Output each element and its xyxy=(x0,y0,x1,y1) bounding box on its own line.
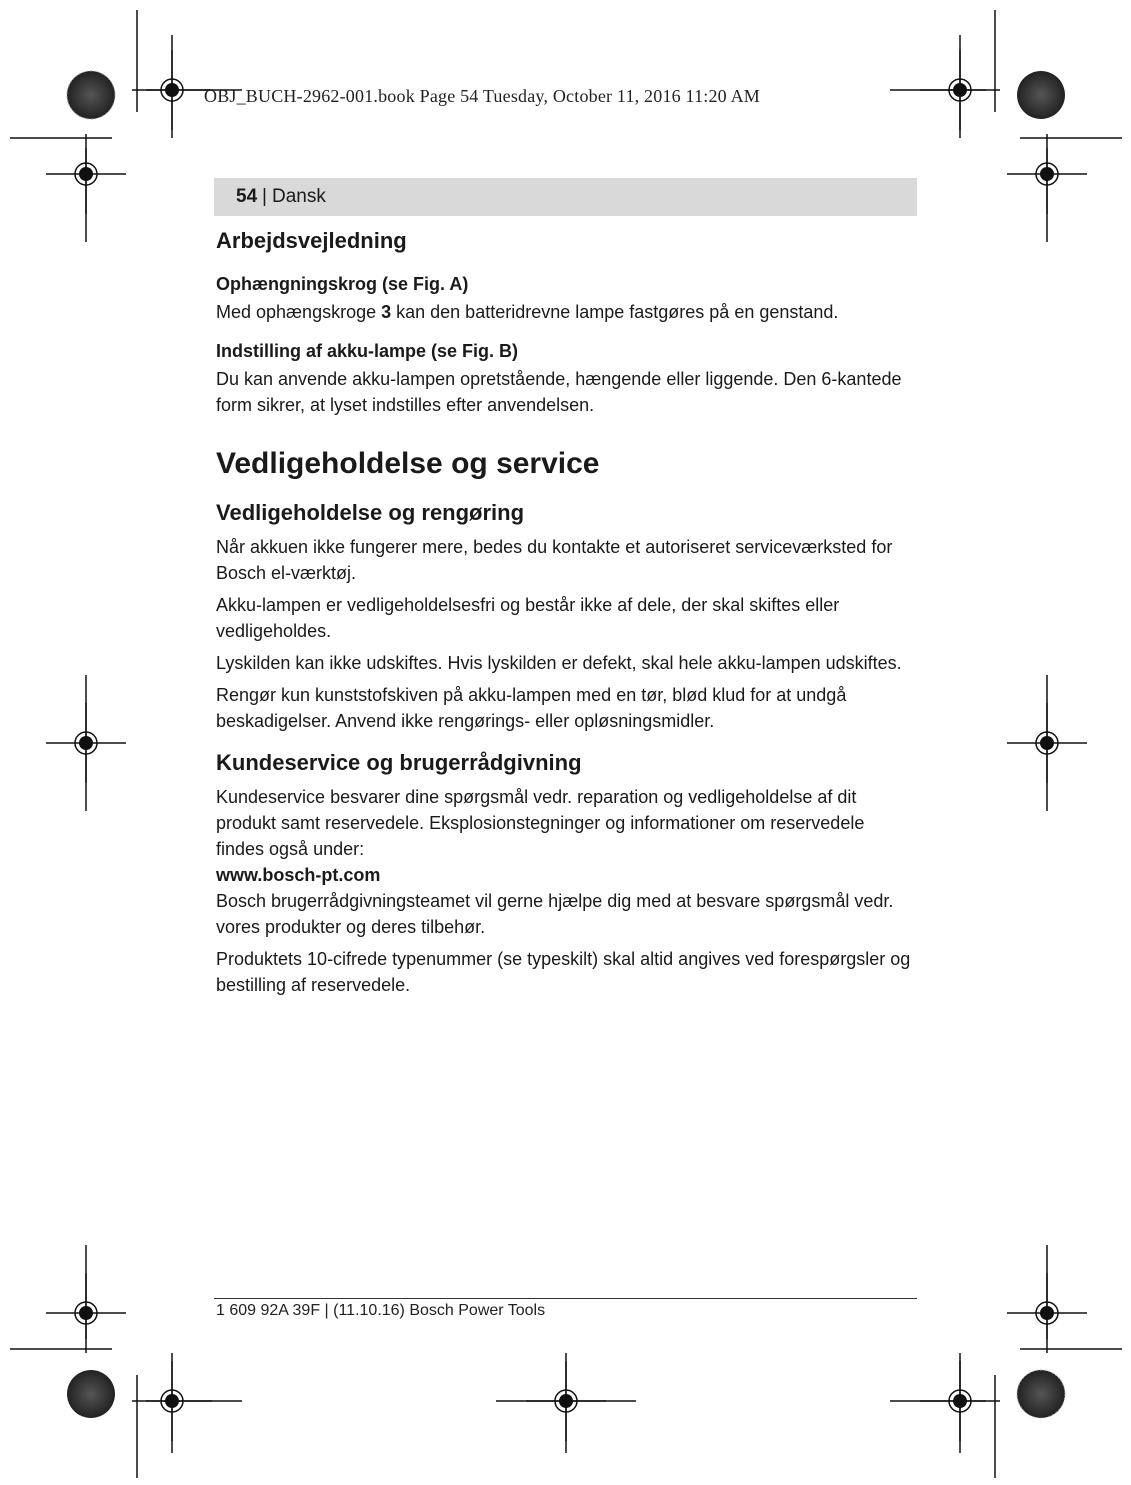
section-title-customer-service: Kundeservice og brugerrådgivning xyxy=(216,750,582,775)
customer-paragraph-3: Produktets 10-cifrede typenummer (se typeskilt) skal altid angives ved forespørgsler og bestilling af reservedele. xyxy=(216,949,911,995)
registration-disc-top-right xyxy=(1017,71,1065,119)
hook-text-after: kan den batteridrevne lampe fastgøres på en genstand. xyxy=(391,302,839,322)
footer-rule xyxy=(214,1298,917,1299)
subsection-title-hook: Ophængningskrog (se Fig. A) xyxy=(216,274,469,294)
hook-part-number: 3 xyxy=(381,302,392,322)
page-header-bar xyxy=(214,178,917,216)
header-separator: | xyxy=(262,186,267,207)
section-title-arbejdsvejledning: Arbejdsvejledning xyxy=(216,228,407,253)
setting-paragraph: Du kan anvende akku-lampen opretstående, hængende eller liggende. Den 6-kantede form sikrer, at lyset indstilles efter anvendelsen. xyxy=(216,369,902,415)
footer-text: 1 609 92A 39F | (11.10.16) Bosch Power Tools xyxy=(216,1302,546,1319)
cleaning-paragraph-2: Akku-lampen er vedligeholdelsesfri og består ikke af dele, der skal skiftes eller vedligeholdes. xyxy=(216,595,840,641)
page-number: 54 xyxy=(236,186,258,207)
cleaning-paragraph-3: Lyskilden kan ikke udskiftes. Hvis lyskilden er defekt, skal hele akku-lampen udskiftes. xyxy=(216,653,902,673)
cleaning-paragraph-4: Rengør kun kunststofskiven på akku-lampen med en tør, blød klud for at undgå beskadigelser. Anvend ikke rengørings- eller opløsningsmidler. xyxy=(216,685,847,731)
registration-disc-bottom-left xyxy=(67,1370,115,1418)
cleaning-paragraph-1: Når akkuen ikke fungerer mere, bedes du kontakte et autoriseret serviceværksted for Bosch el-værktøj. xyxy=(216,537,893,583)
subsection-title-setting: Indstilling af akku-lampe (se Fig. B) xyxy=(216,341,519,361)
registration-disc-top-left xyxy=(67,71,115,119)
bosch-website-link[interactable]: www.bosch-pt.com xyxy=(216,865,381,885)
customer-paragraph-1: Kundeservice besvarer dine spørgsmål vedr. reparation og vedligeholdelse af dit produkt samt reservedele. Eksplosionstegninger og informationer om reservedele findes også under: xyxy=(216,787,865,859)
hook-text-before: Med ophængskroge xyxy=(216,302,382,322)
registration-disc-bottom-right xyxy=(1017,1370,1065,1418)
language-label: Dansk xyxy=(272,186,326,207)
chapter-title-maintenance: Vedligeholdelse og service xyxy=(216,447,600,480)
section-title-cleaning: Vedligeholdelse og rengøring xyxy=(216,500,525,525)
book-slug-line: OBJ_BUCH-2962-001.book Page 54 Tuesday, October 11, 2016 11:20 AM xyxy=(204,86,760,106)
hook-paragraph xyxy=(216,299,916,325)
page-content xyxy=(216,226,916,998)
customer-paragraph-2: Bosch brugerrådgivningsteamet vil gerne hjælpe dig med at besvare spørgsmål vedr. vores produkter og deres tilbehør. xyxy=(216,891,894,937)
